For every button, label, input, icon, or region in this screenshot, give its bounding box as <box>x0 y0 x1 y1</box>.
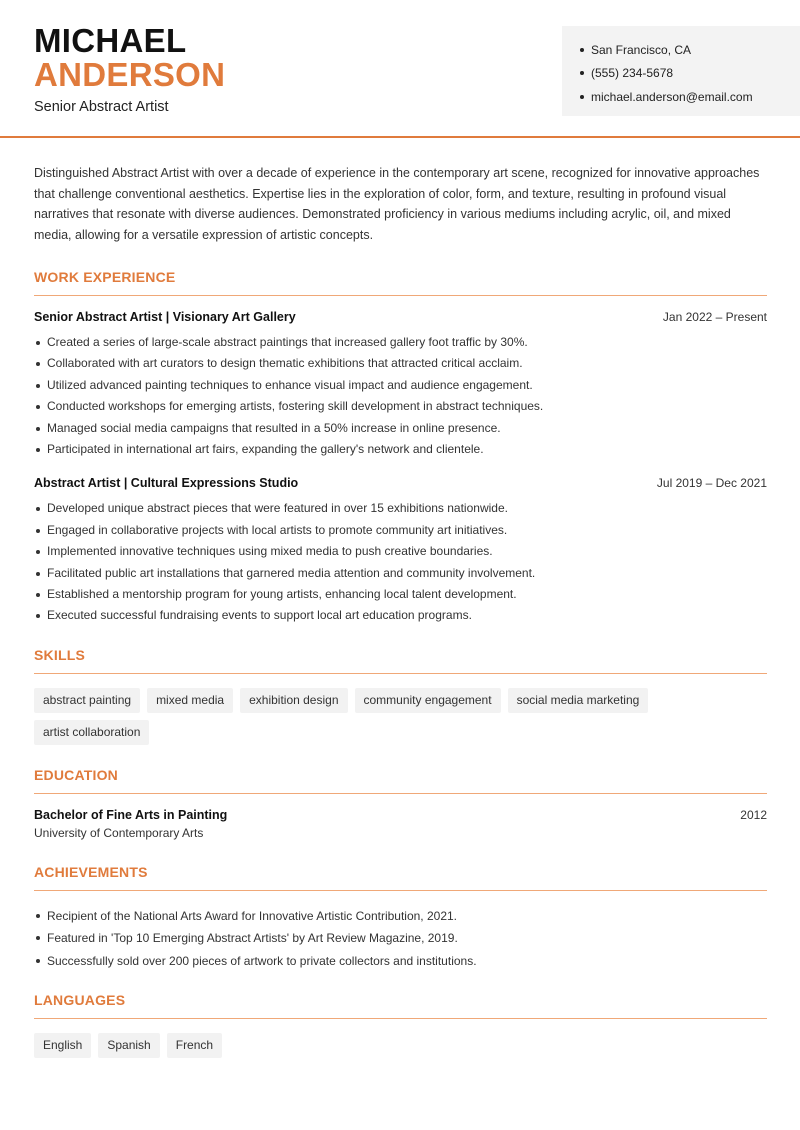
job-entry <box>34 476 767 626</box>
contact-box <box>562 26 800 116</box>
bullet-icon <box>580 48 584 52</box>
education-section <box>34 767 767 840</box>
work-experience-section <box>34 269 767 627</box>
contact-location <box>580 38 800 62</box>
list-item: Created a series of large-scale abstract paintings that increased gallery foot traffic by 30%. <box>34 332 767 353</box>
skill-tag: community engagement <box>355 688 501 713</box>
edu-school: University of Contemporary Arts <box>34 825 204 840</box>
list-item: Recipient of the National Arts Award for Innovative Artistic Contribution, 2021. <box>34 905 767 928</box>
resume-content <box>34 163 767 1080</box>
edu-degree: Bachelor of Fine Arts in Painting <box>34 807 228 822</box>
phone-text: (555) 234-5678 <box>591 66 674 81</box>
job-entry <box>34 310 767 460</box>
bullet-icon <box>580 95 584 99</box>
location-text: San Francisco, CA <box>591 42 692 57</box>
list-item: Executed successful fundraising events to support local art education programs. <box>34 605 767 626</box>
language-tags <box>34 1033 767 1058</box>
job-title: Senior Abstract Artist <box>34 99 169 115</box>
job-role: Senior Abstract Artist | Visionary Art Gallery <box>34 310 296 324</box>
language-tag: Spanish <box>98 1033 159 1058</box>
section-title-work: WORK EXPERIENCE <box>34 269 767 296</box>
language-tag: English <box>34 1033 91 1058</box>
list-item: Implemented innovative techniques using mixed media to push creative boundaries. <box>34 541 767 562</box>
skill-tag: exhibition design <box>240 688 347 713</box>
list-item: Conducted workshops for emerging artists, fostering skill development in abstract techniques. <box>34 396 767 417</box>
skill-tag: abstract painting <box>34 688 140 713</box>
list-item: Collaborated with art curators to design thematic exhibitions that attracted critical acclaim. <box>34 353 767 374</box>
job-bullets <box>34 332 767 460</box>
list-item: Established a mentorship program for young artists, enhancing local talent development. <box>34 584 767 605</box>
list-item: Facilitated public art installations that garnered media attention and community involvement. <box>34 563 767 584</box>
section-title-education: EDUCATION <box>34 767 767 794</box>
bullet-icon <box>580 71 584 75</box>
first-name: MICHAEL <box>34 22 187 59</box>
section-title-languages: LANGUAGES <box>34 992 767 1019</box>
contact-email[interactable] <box>580 85 800 109</box>
summary: Distinguished Abstract Artist with over a decade of experience in the contemporary art scene, recognized for innovative approaches that challenge conventional aesthetics. Expertise lies in the exploration of color, form, and texture, resulting in profound visual narratives that resonate with diverse audiences. Demonstrated proficiency in various mediums including acrylic, oil, and mixed media, allowing for a versatile expression of artistic concepts. <box>34 166 760 242</box>
list-item: Utilized advanced painting techniques to enhance visual impact and audience engagement. <box>34 375 767 396</box>
job-dates: Jul 2019 – Dec 2021 <box>656 476 767 491</box>
list-item: Managed social media campaigns that resulted in a 50% increase in online presence. <box>34 418 767 439</box>
skill-tag: social media marketing <box>508 688 649 713</box>
skill-tag: artist collaboration <box>34 720 149 745</box>
skill-tag: mixed media <box>147 688 233 713</box>
list-item: Engaged in collaborative projects with local artists to promote community art initiatives. <box>34 520 767 541</box>
languages-section <box>34 992 767 1058</box>
section-title-achievements: ACHIEVEMENTS <box>34 864 767 891</box>
list-item: Successfully sold over 200 pieces of artwork to private collectors and institutions. <box>34 950 767 973</box>
resume-header <box>0 0 800 138</box>
achievements-list <box>34 905 767 973</box>
job-dates: Jan 2022 – Present <box>662 310 767 324</box>
job-bullets <box>34 498 767 626</box>
skills-tags <box>34 688 767 745</box>
list-item: Featured in 'Top 10 Emerging Abstract Artists' by Art Review Magazine, 2019. <box>34 927 767 950</box>
job-role: Abstract Artist | Cultural Expressions Studio <box>34 476 299 491</box>
section-title-skills: SKILLS <box>34 647 767 674</box>
list-item: Participated in international art fairs, expanding the gallery's network and clientele. <box>34 439 767 460</box>
last-name: ANDERSON <box>34 56 226 93</box>
language-tag: French <box>167 1033 222 1058</box>
achievements-section <box>34 864 767 973</box>
skills-section <box>34 647 767 745</box>
email-text[interactable]: michael.anderson@email.com <box>591 89 753 104</box>
list-item: Developed unique abstract pieces that were featured in over 15 exhibitions nationwide. <box>34 498 767 519</box>
edu-year: 2012 <box>740 807 767 822</box>
contact-phone <box>580 62 800 86</box>
